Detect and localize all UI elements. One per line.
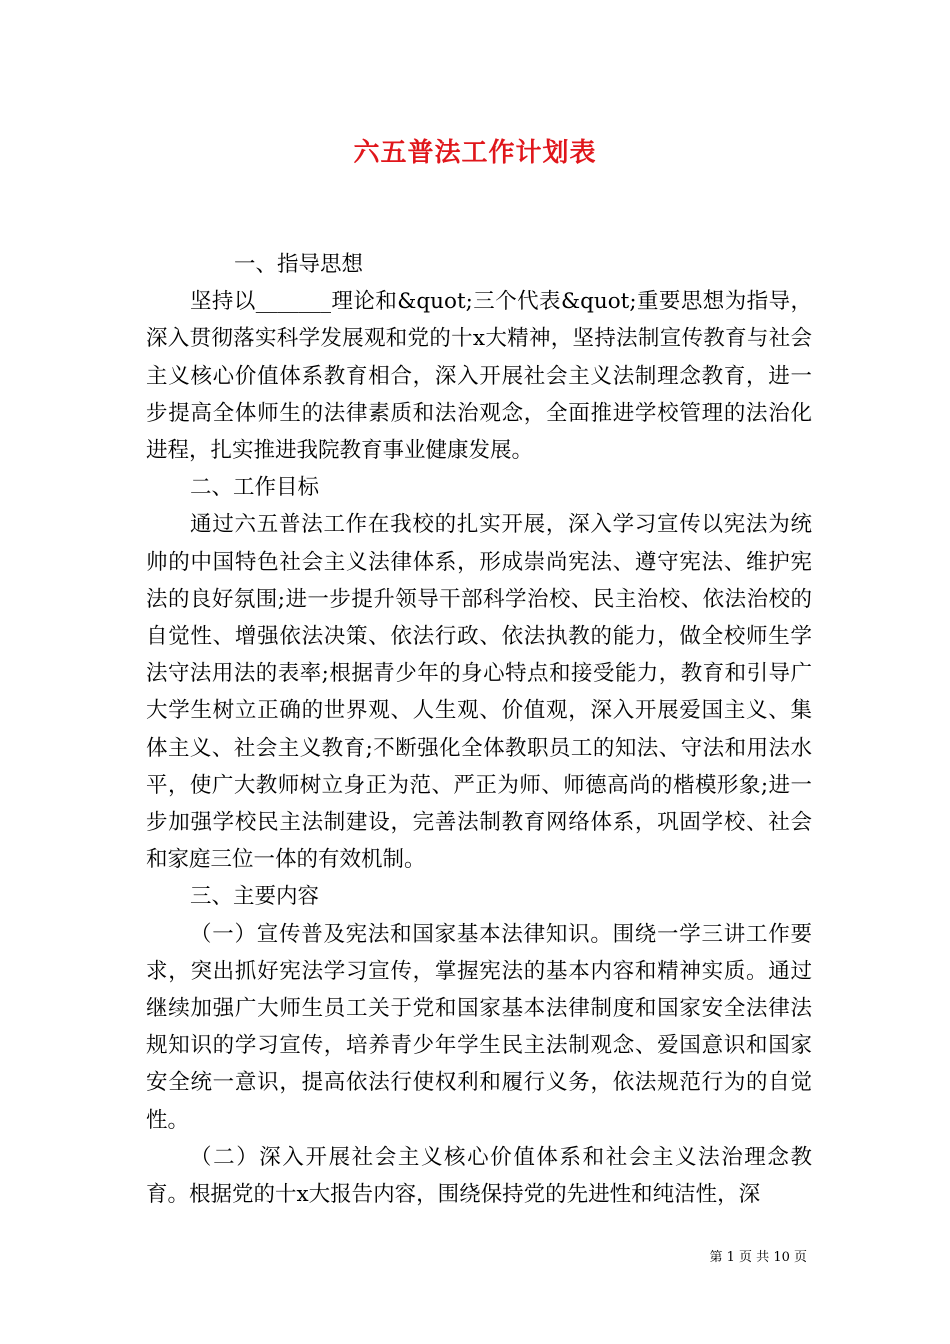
- section-heading-work-goals: 二、工作目标: [190, 475, 320, 501]
- paragraph-work-goals: 通过六五普法工作在我校的扎实开展，深入学习宣传以宪法为统帅的中国特色社会主义法律体系，形成崇尚宪法、遵守宪法、维护宪法的良好氛围;进一步提升领导干部科学治校、民主治校、依法治校的自觉性、增强依法决策、依法行政、依法执教的能力，做全校师生学法守法用法的表率;根据青少年的身心特点和接受能力，教育和引导广大学生树立正确的世界观、人生观、价值观，深入开展爱国主义、集体主义、社会主义教育;不断强化全体教职员工的知法、守法和用法水平，使广大教师树立身正为范、严正为师、师德高尚的楷模形象;进一步加强学校民主法制建设，完善法制教育网络体系，巩固学校、社会和家庭三位一体的有效机制。: [146, 512, 812, 873]
- paragraph-guiding-thought: 坚持以_______理论和&quot;三个代表&quot;重要思想为指导，深入贯彻落实科学发展观和党的十x大精神，坚持法制宣传教育与社会主义核心价值体系教育相合，深入开展社会主义法制理念教育，进一步提高全体师生的法律素质和法治观念，全面推进学校管理的法治化进程，扎实推进我院教育事业健康发展。: [146, 289, 812, 464]
- paragraph-main-content-2: （二）深入开展社会主义核心价值体系和社会主义法治理念教育。根据党的十x大报告内容，围绕保持党的先进性和纯洁性，深: [146, 1144, 812, 1208]
- page-number: 第 1 页 共 10 页: [709, 1250, 807, 1265]
- paragraph-main-content-1: （一）宣传普及宪法和国家基本法律知识。围绕一学三讲工作要求，突出抓好宪法学习宣传，掌握宪法的基本内容和精神实质。通过继续加强广大师生员工关于党和国家基本法律制度和国家安全法律法规知识的学习宣传，培养青少年学生民主法制观念、爱国意识和国家安全统一意识，提高依法行使权利和履行义务，依法规范行为的自觉性。: [146, 921, 812, 1133]
- section-heading-main-content: 三、主要内容: [190, 884, 320, 910]
- document-body: [146, 246, 812, 1213]
- document-title: 六五普法工作计划表: [353, 138, 597, 168]
- section-heading-guiding-thought: 一、指导思想: [234, 252, 364, 277]
